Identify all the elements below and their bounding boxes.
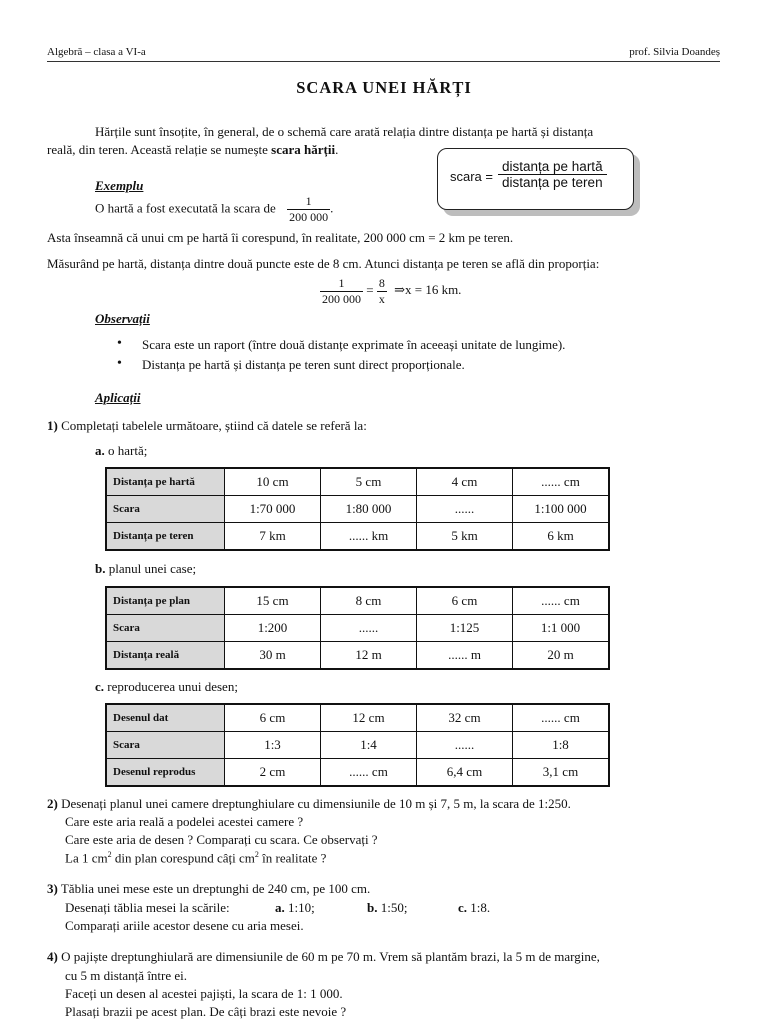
table-cell: 6 cm [417, 587, 513, 615]
part-c-letter: c. [95, 679, 105, 694]
observations-list [117, 337, 565, 377]
table-row [106, 468, 609, 496]
table-cell: 6,4 cm [417, 759, 513, 787]
table-cell: ...... cm [513, 704, 610, 732]
page-title: SCARA UNEI HĂRȚI [296, 78, 472, 97]
table-house-plan [105, 586, 610, 670]
question-3-line-3: Comparați ariile acestor desene cu aria mesei. [65, 918, 304, 933]
row-header: Desenul reprodus [106, 759, 225, 787]
question-1-number: 1) [47, 418, 58, 433]
proportion-fraction-2 [377, 276, 387, 307]
table-cell: 1:4 [321, 732, 417, 759]
question-4-line-3: Faceți un desen al acestei pajiști, la scara de 1: 1 000. [65, 986, 343, 1001]
table-cell: ...... cm [321, 759, 417, 787]
question-3-scale-c [458, 900, 490, 916]
scale-b-value: 1:50; [377, 900, 408, 915]
table-cell: 1:70 000 [225, 496, 321, 523]
question-4-line-1: O pajiște dreptunghiulară are dimensiunile de 60 m pe 70 m. Vrem să plantăm brazi, la 5 m de margine, [57, 949, 600, 964]
table-cell: 15 cm [225, 587, 321, 615]
question-3-scale-b [367, 900, 407, 916]
observations-heading: Observații [95, 311, 150, 326]
question-2 [47, 796, 571, 812]
question-3-scale-a [275, 900, 315, 916]
intro-line-2-end: . [335, 142, 339, 157]
row-header: Desenul dat [106, 704, 225, 732]
table-cell: 20 m [513, 642, 610, 670]
proportion [320, 276, 461, 307]
row-header: Distanța reală [106, 642, 225, 670]
observation-item: • Scara este un raport (între două distanțe exprimate în aceeași unitate de lungime). [117, 337, 565, 357]
proportion-den-1: 200 000 [322, 292, 361, 306]
table-cell: 7 km [225, 523, 321, 551]
scale-b-letter: b. [367, 900, 378, 915]
table-drawing [105, 703, 610, 787]
question-2-line-1: Desenați planul unei camere dreptunghiulare cu dimensiunile de 10 m și 7, 5 m, la scara de 1:250. [57, 796, 571, 811]
proportion-num-1: 1 [338, 276, 345, 290]
formula-label: scara = [450, 169, 493, 184]
table-row [106, 759, 609, 787]
intro-line-2 [47, 142, 338, 158]
row-header: Distanța pe hartă [106, 468, 225, 496]
table-cell: ...... cm [513, 468, 610, 496]
table-row [106, 732, 609, 759]
table-cell: ...... m [417, 642, 513, 670]
table-cell: 5 cm [321, 468, 417, 496]
table-cell: 3,1 cm [513, 759, 610, 787]
question-1 [47, 418, 367, 434]
proportion-equals: = [366, 282, 374, 298]
row-header: Distanța pe teren [106, 523, 225, 551]
example-scale-den: 200 000 [289, 210, 329, 224]
table-cell: 10 cm [225, 468, 321, 496]
applications-heading: Aplicații [95, 390, 141, 405]
table-cell: ...... [417, 732, 513, 759]
exponent: 2 [254, 850, 259, 859]
formula-fraction [498, 159, 607, 190]
row-header: Scara [106, 732, 225, 759]
exponent: 2 [107, 850, 112, 859]
table-row [106, 496, 609, 523]
part-b-letter: b. [95, 561, 106, 576]
table-row [106, 642, 609, 670]
table-cell: 1:1 000 [513, 615, 610, 642]
question-4-line-4: Plasați brazii pe acest plan. De câți brazi este nevoie ? [65, 1004, 347, 1019]
part-a-text: o hartă; [104, 443, 148, 458]
header-right: prof. Silvia Doandeș [629, 46, 720, 58]
part-a-label [95, 443, 147, 459]
example-line-1-text: O hartă a fost executată la scara de [95, 200, 276, 216]
table-cell: 4 cm [417, 468, 513, 496]
scale-term: scara hărții [271, 142, 336, 157]
question-3-line-1: Tăblia unei mese este un dreptunghi de 240 cm, pe 100 cm. [57, 881, 371, 896]
table-cell: 12 m [321, 642, 417, 670]
table-cell: ...... km [321, 523, 417, 551]
table-cell: 1:80 000 [321, 496, 417, 523]
row-header: Distanța pe plan [106, 587, 225, 615]
scale-c-letter: c. [458, 900, 468, 915]
table-row [106, 615, 609, 642]
part-c-text: reproducerea unui desen; [104, 679, 238, 694]
table-cell: 8 cm [321, 587, 417, 615]
table-cell: 1:3 [225, 732, 321, 759]
example-line-2: Asta înseamnă că unui cm pe hartă îi corespund, în realitate, 200 000 cm = 2 km pe teren. [47, 230, 514, 245]
part-c-label [95, 679, 238, 695]
table-cell: 1:200 [225, 615, 321, 642]
example-heading: Exemplu [95, 178, 144, 193]
part-b-text: planul unei case; [105, 561, 197, 576]
table-row [106, 523, 609, 551]
table-cell: 1:8 [513, 732, 610, 759]
question-2-line-4 [65, 850, 326, 866]
header-divider [47, 61, 720, 62]
question-2-line-3: Care este aria de desen ? Comparați cu scara. Ce observați ? [65, 832, 378, 847]
table-row [106, 587, 609, 615]
question-2-line-4-b: din plan corespund câți cm [111, 850, 255, 866]
intro-line-2-text: reală, din teren. Această relație se numește [47, 142, 272, 157]
proportion-result: ⇒x = 16 km. [394, 282, 462, 298]
intro-line-1: Hărțile sunt însoțite, în general, de o schemă care arată relația dintre distanța pe hartă și distanța [95, 124, 594, 139]
example-line-1-end: . [330, 200, 334, 216]
formula-denominator: distanța pe teren [498, 174, 607, 190]
table-cell: 1:100 000 [513, 496, 610, 523]
table-cell: ...... cm [513, 587, 610, 615]
proportion-fraction-1 [320, 276, 363, 307]
table-cell: 2 cm [225, 759, 321, 787]
question-4 [47, 949, 600, 965]
example-line-1 [95, 194, 333, 225]
question-4-number: 4) [47, 949, 58, 964]
question-4-line-2: cu 5 m distanță între ei. [65, 968, 188, 983]
table-cell: ...... [321, 615, 417, 642]
table-map [105, 467, 610, 551]
example-scale-fraction [287, 194, 330, 225]
question-3-line-2: Desenați tăblia mesei la scările: [65, 900, 230, 915]
part-b-label [95, 561, 196, 577]
row-header: Scara [106, 496, 225, 523]
example-scale-num: 1 [305, 194, 312, 208]
proportion-den-2: x [378, 292, 385, 306]
observation-item: • Distanța pe hartă și distanța pe teren sunt direct proporționale. [117, 357, 565, 377]
scale-formula-box [437, 148, 634, 210]
table-cell: 30 m [225, 642, 321, 670]
example-line-3: Măsurând pe hartă, distanța dintre două puncte este de 8 cm. Atunci distanța pe teren se află din proporția: [47, 256, 600, 271]
part-a-letter: a. [95, 443, 105, 458]
question-2-line-4-c: în realitate ? [258, 850, 327, 866]
scale-a-value: 1:10; [284, 900, 315, 915]
header-left: Algebră – clasa a VI-a [47, 46, 146, 58]
table-cell: 32 cm [417, 704, 513, 732]
scale-a-letter: a. [275, 900, 285, 915]
scale-c-value: 1:8. [467, 900, 491, 915]
question-3-number: 3) [47, 881, 58, 896]
table-row [106, 704, 609, 732]
table-cell: 12 cm [321, 704, 417, 732]
table-cell: 1:125 [417, 615, 513, 642]
row-header: Scara [106, 615, 225, 642]
question-2-line-4-a: La 1 cm [65, 850, 108, 866]
table-cell: ...... [417, 496, 513, 523]
question-3 [47, 881, 370, 897]
formula-numerator: distanța pe hartă [502, 159, 603, 174]
table-cell: 5 km [417, 523, 513, 551]
table-cell: 6 km [513, 523, 610, 551]
proportion-num-2: 8 [378, 276, 385, 290]
question-2-line-2: Care este aria reală a podelei acestei camere ? [65, 814, 304, 829]
question-2-number: 2) [47, 796, 58, 811]
table-cell: 6 cm [225, 704, 321, 732]
question-1-text: Completați tabelele următoare, știind că datele se referă la: [57, 418, 367, 433]
